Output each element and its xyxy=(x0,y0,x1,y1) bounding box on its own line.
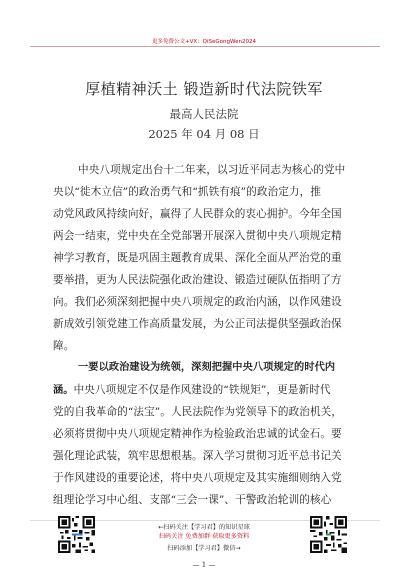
body-line: 神学习教育，既是巩固主题教育成果、深化全面从严治党的重 xyxy=(53,252,342,264)
document-date: 2025 年 04 月 08 日 xyxy=(148,127,260,141)
body-line: 向。我们必须深刻把握中央八项规定的政治内涵，以作风建设 xyxy=(53,296,342,308)
qr-code-icon xyxy=(310,516,347,553)
body-line-rest: 中央八项规定不仅是作风建设的“铁规矩”，更是新时代 xyxy=(73,384,331,396)
body-line: 党的自我革命的“法宝”。人民法院作为党领导下的政治机关， xyxy=(53,406,343,418)
body-line: 组理论学习中心组、支部“三会一课”、干警政治轮训的核心 xyxy=(53,494,332,506)
body-line xyxy=(53,384,375,397)
qr-code-icon xyxy=(58,516,95,553)
page-number: — 1 — xyxy=(192,561,216,569)
footer-free-resources: 扫码关注 免费加群 获取更多资料 xyxy=(158,533,250,540)
footer-wechat-prompt: 扫码添加【学习君】微信→ xyxy=(167,545,241,552)
body-line: 动党风政风持续向好，赢得了人民群众的衷心拥护。今年全国 xyxy=(53,208,342,220)
body-line: 两会一结束，党中央在全党部署开展深入贯彻中央八项规定精 xyxy=(53,230,342,242)
footer-zsxq-prompt: ←扫码关注【学习君】的知识星球 xyxy=(158,524,250,531)
body-line: 于作风建设的重要论述，将中央八项规定及其实施细则纳入党 xyxy=(53,472,342,484)
header-banner: 更多免费公文+VX：QiSeGongWen2024 xyxy=(152,39,256,45)
document-title: 厚植精神沃土 锻造新时代法院铁军 xyxy=(85,80,323,98)
body-line: 新成效引领党建工作高质量发展，为公正司法提供坚强政治保 xyxy=(53,318,342,330)
body-line: 强化理论武装，筑牢思想根基。深入学习贯彻习近平总书记关 xyxy=(53,450,342,462)
body-line: 央以“徙木立信”的政治勇气和“抓铁有痕”的政治定力，推 xyxy=(53,186,322,198)
section-heading-end: 涵。 xyxy=(53,385,74,396)
section-heading: 一要以政治建设为统领，深刻把握中央八项规定的时代内 xyxy=(78,362,336,373)
body-line: 要举措，更为人民法院强化政治建设、锻造过硬队伍指明了方 xyxy=(53,274,342,286)
body-line: 障。 xyxy=(53,340,75,352)
body-line: 必须将贯彻中央八项规定精神作为检验政治忠诚的试金石。要 xyxy=(53,428,342,440)
header-divider xyxy=(30,46,380,47)
document-author: 最高人民法院 xyxy=(169,107,239,121)
body-line: 中央八项规定出台十二年来，以习近平同志为核心的党中 xyxy=(78,164,346,176)
